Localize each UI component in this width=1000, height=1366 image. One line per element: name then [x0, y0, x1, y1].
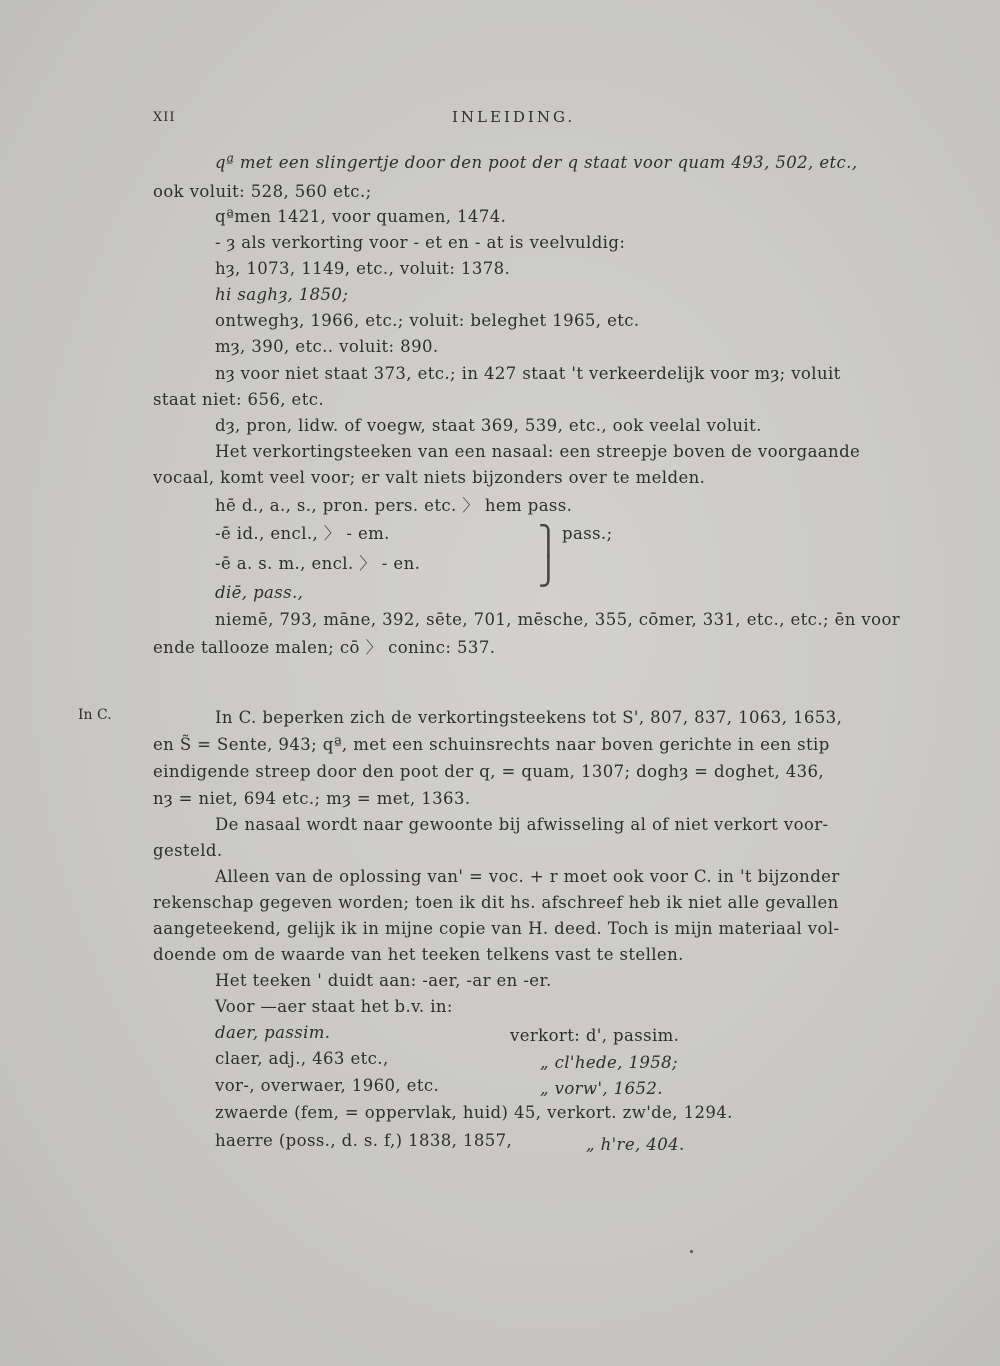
- text-line: hȝ, 1073, 1149, etc., voluit: 1378.: [215, 259, 511, 278]
- text-line: dȝ, pron, lidw. of voegw, staat 369, 539, etc., ook veelal voluit.: [215, 416, 762, 435]
- text-line: nȝ voor niet staat 373, etc.; in 427 staat 't verkeerdelijk voor mȝ; voluit: [215, 364, 841, 383]
- text-line: In C. beperken zich de verkortingsteekens tot S', 807, 837, 1063, 1653,: [215, 708, 843, 727]
- text-line: - ȝ als verkorting voor - et en - at is veelvuldig:: [215, 233, 626, 252]
- text-line: „ vorw', 1652.: [540, 1079, 663, 1098]
- text-line: hē d., a., s., pron. pers. etc. 〉 hem pass.: [215, 496, 573, 515]
- text-line: haerre (poss., d. s. f,) 1838, 1857,: [215, 1131, 513, 1150]
- paper-speck: [690, 1250, 693, 1253]
- text-line: eindigende streep door den poot der q, = quam, 1307; doghȝ = doghet, 436,: [153, 762, 825, 781]
- text-line: en S̃ = Sente, 943; qª, met een schuinsrechts naar boven gerichte in een stip: [153, 735, 830, 754]
- text-line: -ē a. s. m., encl. 〉 - en.: [215, 554, 421, 573]
- text-line: doende om de waarde van het teeken telkens vast te stellen.: [153, 945, 684, 964]
- text-line: „ cl'hede, 1958;: [540, 1053, 679, 1072]
- text-line: aangeteekend, gelijk ik in mijne copie van H. deed. Toch is mijn materiaal vol-: [153, 919, 840, 938]
- text-line: verkort: d', passim.: [510, 1026, 680, 1045]
- text-line: pass.;: [562, 524, 613, 543]
- text-line: ontweghȝ, 1966, etc.; voluit: beleghet 1965, etc.: [215, 311, 640, 330]
- text-line: Alleen van de oplossing van' = voc. + r moet ook voor C. in 't bijzonder: [215, 867, 840, 886]
- text-line: gesteld.: [153, 841, 223, 860]
- text-line: Voor —aer staat het b.v. in:: [215, 997, 453, 1016]
- text-line: staat niet: 656, etc.: [153, 390, 325, 409]
- text-line: „ h're, 404.: [586, 1135, 685, 1154]
- text-line: diē, pass.,: [215, 583, 304, 602]
- margin-note: In C.: [78, 707, 112, 723]
- text-line: qªmen 1421, voor quamen, 1474.: [215, 207, 507, 226]
- text-line: ende tallooze malen; cō 〉 coninc: 537.: [153, 638, 496, 657]
- brace-bottom: ⎭: [538, 554, 559, 587]
- brace-top: ⎫: [538, 524, 559, 557]
- text-line: rekenschap gegeven worden; toen ik dit hs. afschreef heb ik niet alle gevallen: [153, 893, 839, 912]
- text-line: ook voluit: 528, 560 etc.;: [153, 182, 372, 201]
- text-line: vocaal, komt veel voor; er valt niets bijzonders over te melden.: [153, 468, 706, 487]
- page-number: XII: [153, 110, 176, 125]
- text-line: hi saghȝ, 1850;: [215, 285, 349, 304]
- text-line: zwaerde (fem, = oppervlak, huid) 45, verkort. zw'de, 1294.: [215, 1103, 733, 1122]
- running-title: INLEIDING.: [452, 108, 576, 126]
- text-line: mȝ, 390, etc.. voluit: 890.: [215, 337, 439, 356]
- text-line: claer, adj., 463 etc.,: [215, 1049, 389, 1068]
- text-line: niemē, 793, māne, 392, sēte, 701, mēsche, 355, cōmer, 331, etc., etc.; ēn voor: [215, 610, 901, 629]
- text-line: Het verkortingsteeken van een nasaal: een streepje boven de voorgaande: [215, 442, 861, 461]
- text-line: vor-, overwaer, 1960, etc.: [215, 1076, 440, 1095]
- text-line: Het teeken ' duidt aan: -aer, -ar en -er.: [215, 971, 552, 990]
- text-line: daer, passim.: [215, 1023, 331, 1042]
- text-line: nȝ = niet, 694 etc.; mȝ = met, 1363.: [153, 789, 471, 808]
- text-line: -ē id., encl., 〉 - em.: [215, 524, 390, 543]
- text-line: De nasaal wordt naar gewoonte bij afwisseling al of niet verkort voor-: [215, 815, 829, 834]
- text-line: qª met een slingertje door den poot der q staat voor quam 493, 502, etc.,: [215, 153, 858, 172]
